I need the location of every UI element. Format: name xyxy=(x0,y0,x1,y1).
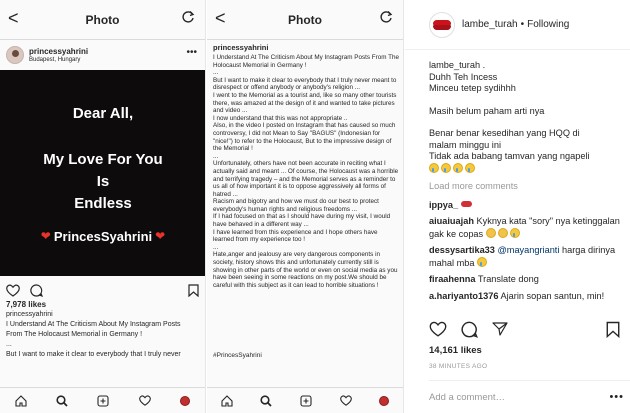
left-post-actions xyxy=(6,282,199,298)
comments-list xyxy=(429,60,624,307)
post-timestamp[interactable]: 38 MINUTES AGO xyxy=(429,363,488,370)
comment-username[interactable]: dessysartika33 xyxy=(429,245,495,255)
crying-emoji-icon xyxy=(441,163,451,173)
comment-item xyxy=(429,216,624,240)
reload-icon[interactable] xyxy=(379,10,395,26)
following-button[interactable]: Following xyxy=(527,19,570,30)
caption-line: Duhh Teh Incess xyxy=(429,71,498,82)
image-text-line: Is xyxy=(96,172,110,190)
more-options-icon[interactable]: ••• xyxy=(186,47,197,58)
middle-phone-screenshot xyxy=(207,0,404,413)
profile-icon[interactable] xyxy=(180,396,190,406)
caption-hashtag[interactable]: #PrincesSyahrini xyxy=(213,352,262,359)
like-icon[interactable] xyxy=(6,284,20,297)
comment-username[interactable]: firaahenna xyxy=(429,274,476,284)
lips-emoji-icon xyxy=(461,199,472,209)
crying-emoji-icon xyxy=(477,257,487,267)
add-icon[interactable] xyxy=(97,395,109,407)
like-count[interactable]: 7,978 likes xyxy=(6,300,47,309)
avatar[interactable] xyxy=(6,46,24,64)
left-page-title: Photo xyxy=(85,12,120,27)
comment-username[interactable]: a.hariyanto1376 xyxy=(429,290,499,301)
sad-emoji-icon xyxy=(498,228,508,238)
comment-text: Ajarin sopan santun, min! xyxy=(500,290,605,301)
like-icon[interactable] xyxy=(429,321,447,337)
activity-icon[interactable] xyxy=(340,395,352,406)
image-text-line: Dear All, xyxy=(72,104,134,122)
emoji-row xyxy=(429,163,624,176)
caption-line: Masih belum paham arti nya xyxy=(429,105,545,116)
instagram-comment-panel xyxy=(405,0,630,413)
back-icon[interactable]: < xyxy=(215,8,226,28)
search-icon[interactable] xyxy=(56,395,68,407)
lips-logo-icon xyxy=(433,20,451,30)
comment-icon[interactable] xyxy=(461,321,478,338)
search-icon[interactable] xyxy=(260,395,272,407)
heart-icon: ❤ xyxy=(40,229,51,243)
left-post-header xyxy=(6,43,199,67)
reload-icon[interactable] xyxy=(181,10,197,26)
crying-emoji-icon xyxy=(510,228,520,238)
caption-line: lambe_turah . xyxy=(429,60,486,70)
more-options-icon[interactable]: ••• xyxy=(609,391,624,403)
post-caption: princessyahrini I Understand At The Criticism About My Instagram Posts From The Holocaust Memorial in Germany ! ... But I want to make it clear to everybody that I truly never xyxy=(6,311,199,361)
caption-line: Tidak ada babang tamvan yang ngapeli xyxy=(429,151,590,161)
comment-text: Translate dong xyxy=(477,274,539,284)
activity-icon[interactable] xyxy=(139,395,151,406)
share-icon[interactable] xyxy=(492,321,508,337)
comment-username[interactable]: ippya_ xyxy=(429,199,459,210)
comment-item xyxy=(429,245,624,269)
home-icon[interactable] xyxy=(15,395,27,407)
add-comment-bar xyxy=(429,380,630,413)
comment-item xyxy=(429,199,624,212)
separator-dot: • xyxy=(520,19,525,30)
comment-item xyxy=(429,291,624,303)
left-phone-screenshot xyxy=(0,0,206,413)
caption-username[interactable]: princessyahrini xyxy=(213,43,269,52)
panel-username[interactable]: lambe_turah xyxy=(462,19,518,30)
panel-post-actions xyxy=(429,320,620,338)
comment-item xyxy=(429,274,624,286)
caption-line: Benar benar kesedihan yang HQQ di xyxy=(429,128,580,138)
crying-emoji-icon xyxy=(429,163,439,173)
panel-header xyxy=(405,0,630,50)
sad-emoji-icon xyxy=(486,228,496,238)
load-more-comments-link[interactable]: Load more comments xyxy=(429,181,518,191)
caption-line: Minceu tetep sydihhh xyxy=(429,83,516,93)
bottom-navbar xyxy=(207,387,403,413)
avatar[interactable] xyxy=(429,12,455,38)
post-image[interactable] xyxy=(0,70,206,276)
mid-topbar xyxy=(207,0,403,40)
caption-username[interactable]: princessyahrini xyxy=(6,311,53,318)
comment-text: Kyknya kata "sory" nya ketinggalan gak ke copas xyxy=(429,216,620,239)
image-hashtag: ❤ PrincesSyahrini ❤ xyxy=(40,228,166,244)
comment-text: harga dirinya mahal mba xyxy=(429,245,616,268)
back-icon[interactable]: < xyxy=(8,8,19,28)
comment-icon[interactable] xyxy=(30,284,43,297)
bookmark-icon[interactable] xyxy=(606,321,620,338)
post-username[interactable]: princessyahrini xyxy=(29,46,89,56)
comment-mention[interactable]: @mayangrianti xyxy=(497,245,560,255)
crying-emoji-icon xyxy=(465,163,475,173)
profile-icon[interactable] xyxy=(379,396,389,406)
heart-icon: ❤ xyxy=(155,229,166,243)
caption-full-text: I Understand At The Criticism About My Instagram Posts From The Holocaust Memorial in Germany ! ... But I want to make it clear to everybody that I truly never meant to disrespect or offend anybody or anybody's religion ... I went to the Memorial as a tourist and, like so many other tourists there, was amazed at the design of it and wanted to take pictures and video ... I now understand that this was not appropriate .. Also, in the video I posted on Instagram that has caused so much controversy, I did not Mean to Say "BAGUS" (Indonesian for "nice!") to refer to the Holocaust, But to the impressive design of the Memorial ! ... Unfortunately, others have not been accurate in reciting what I actually said and meant ... Of course, the Holocaust was a horrible and terrifying tragedy – and the Memorial serves as a reminder to us all of how important it is to oppose aggressively all forms of hatred ... Racism and bigotry and how we must do our best to protect everybody's human rights and religious freedoms ... If I had focused on that as I should have during my visit, I would have behaved in a different way ... I have learned from this experience and I hope others have learned from my experience too ! ... Hate,anger and jealousy are very dangerous components in society, history shows this and unfortunately currently still is showing in other parts of the world or even on social media as you have been seeing in some reactions on my post.We should be careful with this subject as it can lead to horrible situations ! xyxy=(213,54,399,289)
bottom-navbar xyxy=(0,387,205,413)
comment-username[interactable]: aiuaiuajah xyxy=(429,216,474,226)
like-count[interactable]: 14,161 likes xyxy=(429,345,482,356)
image-text-line: My Love For You xyxy=(43,150,163,168)
bookmark-icon[interactable] xyxy=(188,284,199,297)
caption-line: malam minggu ini xyxy=(429,139,501,150)
add-icon[interactable] xyxy=(300,395,312,407)
crying-emoji-icon xyxy=(453,163,463,173)
left-topbar xyxy=(0,0,205,40)
add-comment-input[interactable]: Add a comment… xyxy=(429,391,506,403)
home-icon[interactable] xyxy=(221,395,233,407)
image-text-line: Endless xyxy=(74,194,132,212)
post-location[interactable]: Budapest, Hungary xyxy=(29,56,81,63)
mid-page-title: Photo xyxy=(288,12,322,27)
